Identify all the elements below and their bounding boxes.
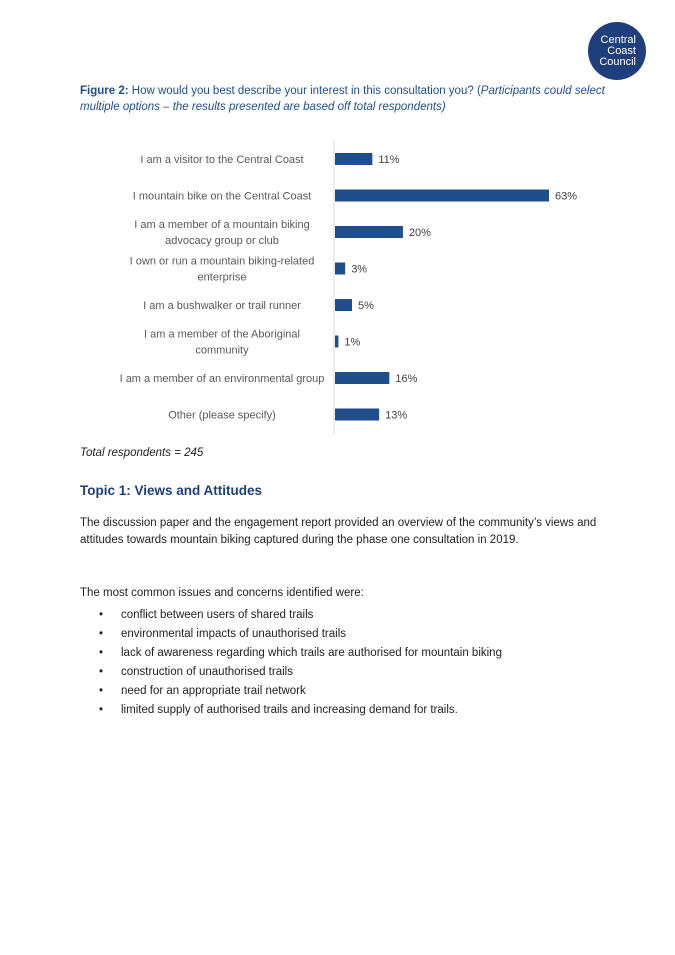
category-label: I own or run a mountain biking-related enterprise [129,255,315,284]
category-label: Other (please specify) [168,409,276,422]
logo-line: Central [600,33,636,46]
chart-bar [335,336,338,348]
issue-item: • limited supply of authorised trails and increasing demand for trails. [80,701,620,720]
category-label: I mountain bike on the Central Coast [132,190,312,203]
chart-bar [335,190,549,202]
issues-list [80,606,620,720]
topic-heading: Topic 1: Views and Attitudes [80,483,263,498]
council-logo [588,22,646,80]
logo-line: Coast [607,44,636,57]
chart-bar [335,372,389,384]
bar-chart [0,140,675,440]
chart-bar [335,299,352,311]
issue-item: • construction of unauthorised trails [80,663,620,682]
category-label: I am a bushwalker or trail runner [143,300,301,312]
chart-bar [335,263,345,275]
category-label: I am a member of the Aboriginal community [144,328,300,357]
category-label: I am a visitor to the Central Coast [140,154,304,166]
issue-item: • conflict between users of shared trails [80,606,620,625]
data-label: 5% [357,300,374,312]
data-label: 1% [344,336,361,349]
category-label: I am a member of a mountain biking advocacy group or club [134,219,310,247]
data-label: 3% [351,263,368,276]
issue-item: • lack of awareness regarding which trails are authorised for mountain biking [80,644,620,663]
data-label: 16% [395,373,418,385]
figure-label: Figure 2: [80,85,129,97]
chart-bar [335,226,403,238]
issue-item: • need for an appropriate trail network [80,682,620,701]
total-respondents: Total respondents = 245 [80,447,204,459]
data-label: 20% [408,227,431,239]
figure-question: How would you best describe your interest in this consultation you? ( [128,85,481,97]
logo-line: Council [599,55,636,68]
chart-bar [335,409,379,421]
issues-intro: The most common issues and concerns identified were: [80,587,364,599]
figure-caption [80,83,620,115]
data-label: 13% [385,409,408,422]
topic-paragraph: The discussion paper and the engagement report provided an overview of the community’s views and attitudes towards mountain biking captured during the phase one consultation in 2019. [80,517,597,546]
figure-note: Participants could select multiple options – the results presented are based off total respondents) [80,85,605,113]
data-label: 11% [378,154,400,166]
issue-item: • environmental impacts of unauthorised trails [80,625,620,644]
data-label: 63% [555,190,578,203]
chart-bar [335,153,372,165]
category-label: I am a member of an environmental group [119,373,325,385]
